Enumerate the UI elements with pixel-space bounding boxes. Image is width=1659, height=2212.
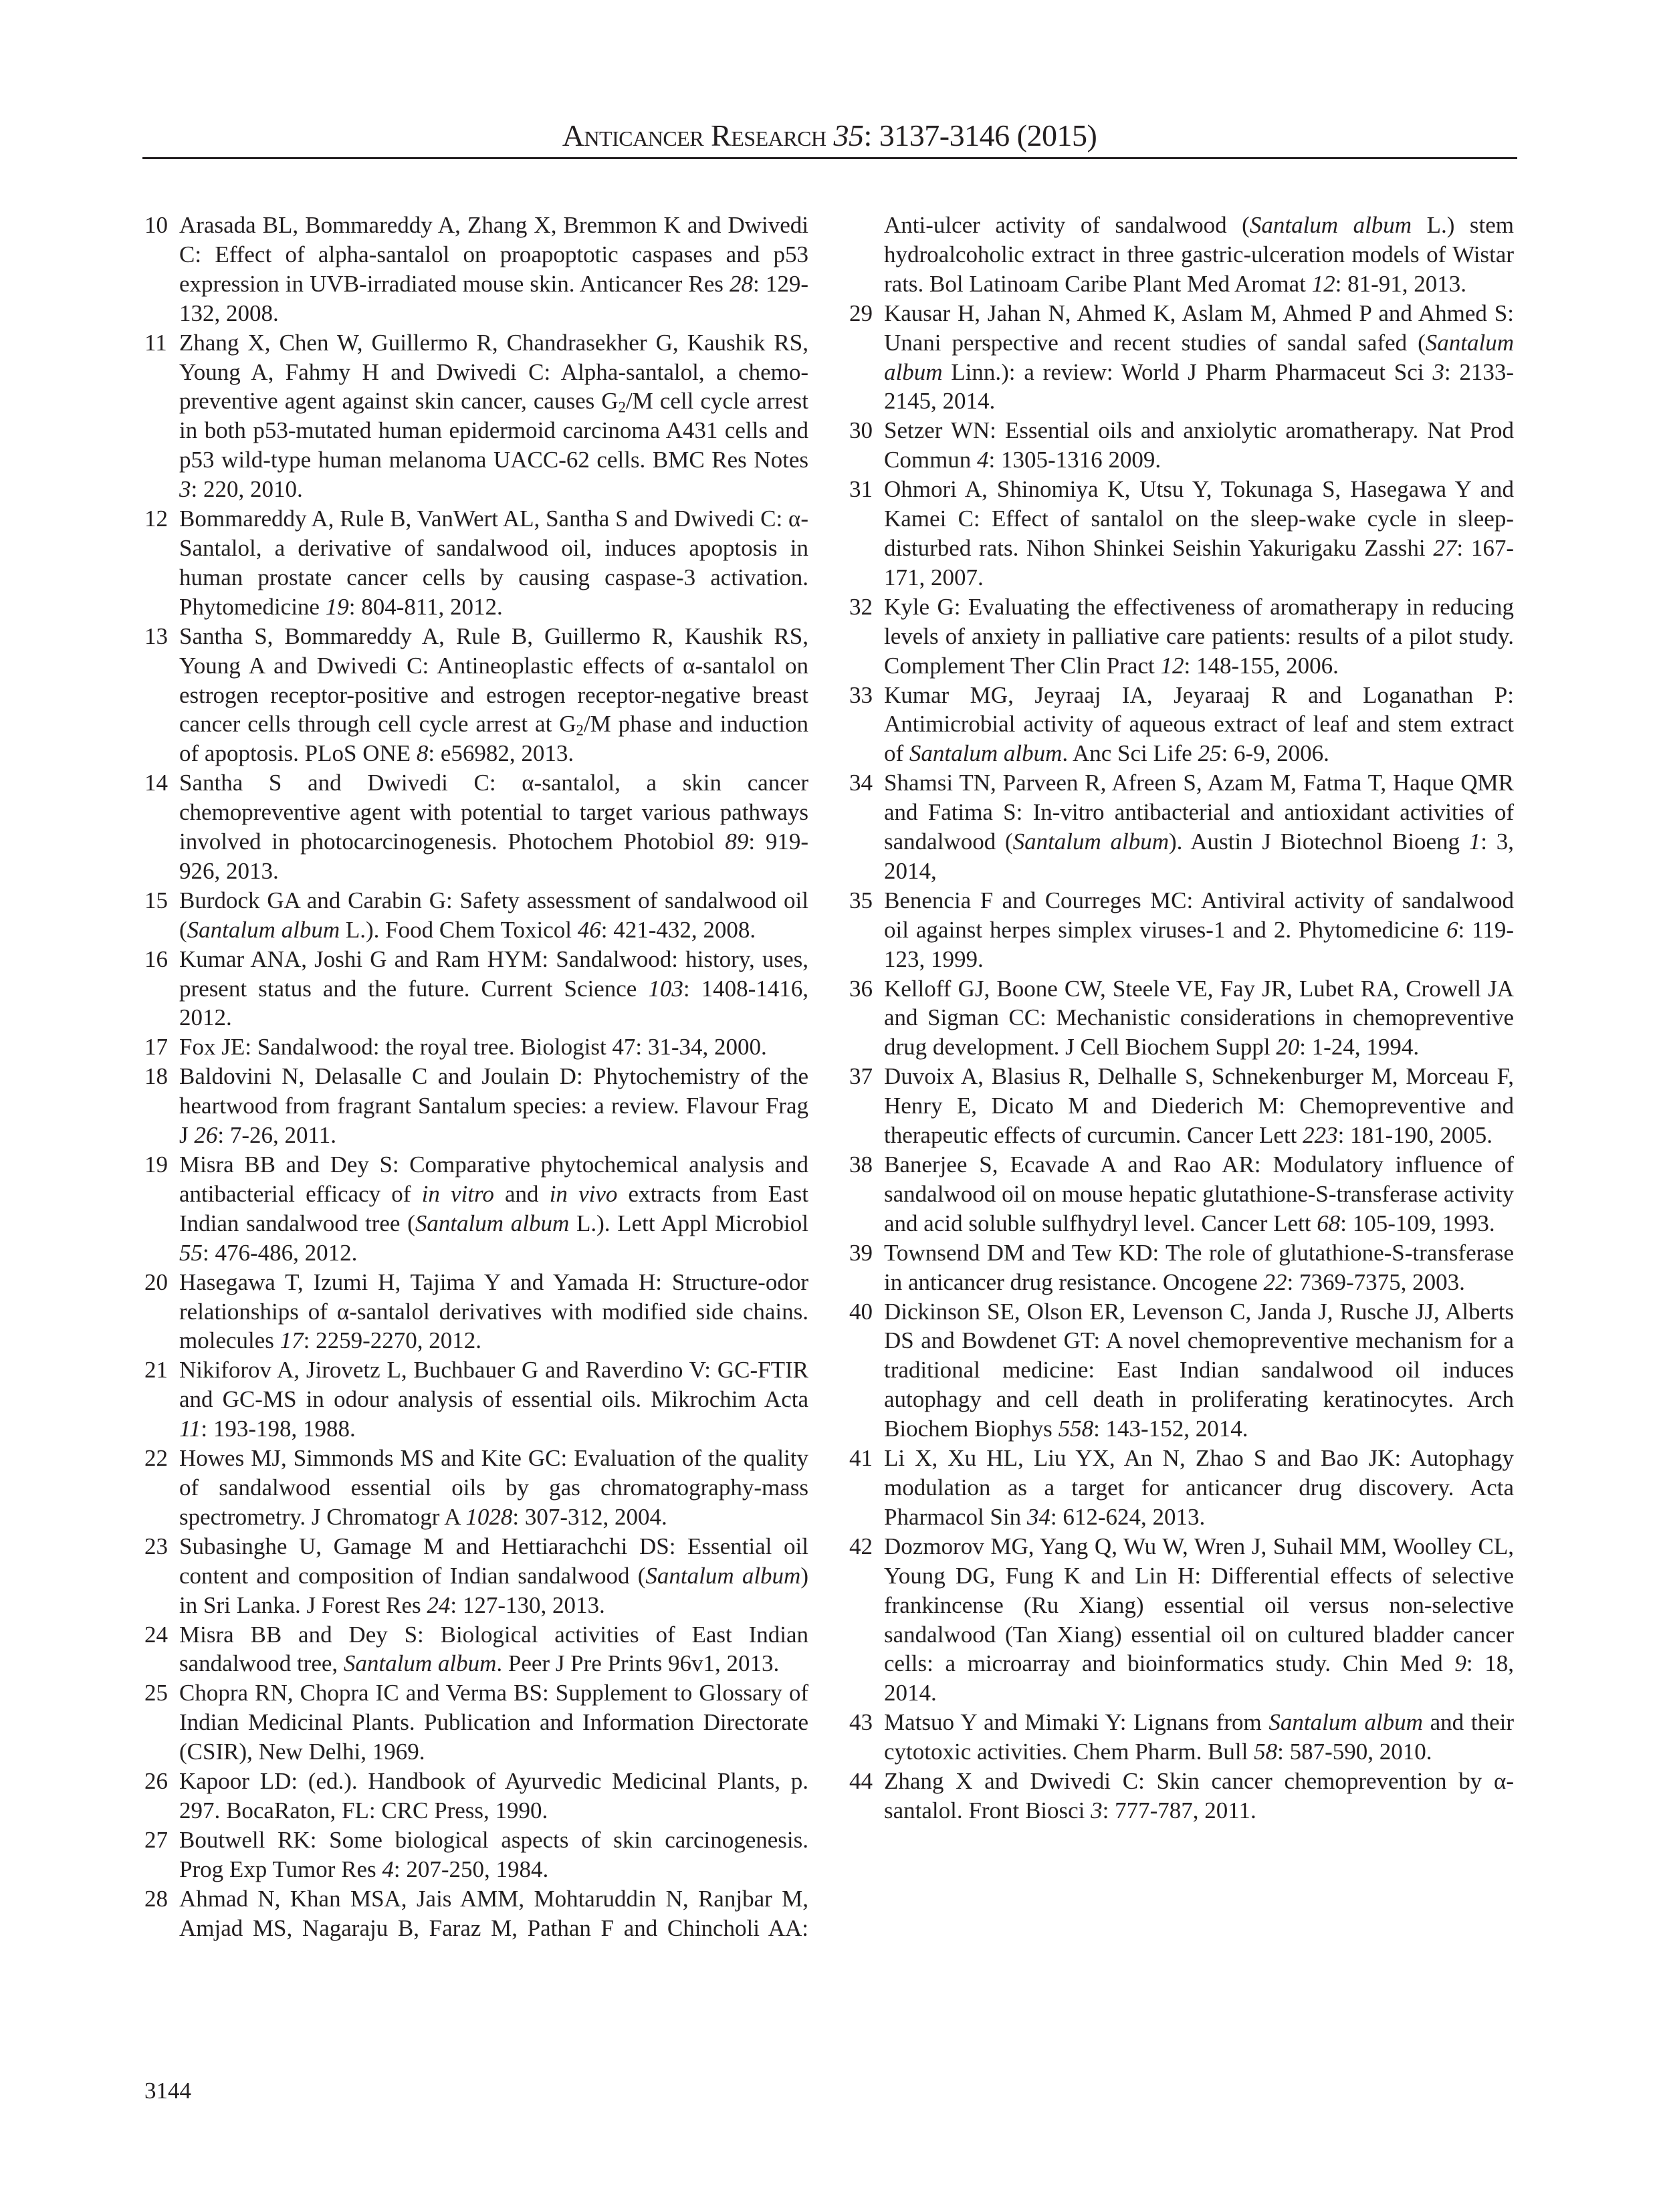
references-left-column: [144, 211, 808, 1943]
reference-text: L.). Lett Appl Microbiol: [569, 1210, 808, 1236]
reference-italic: 68: [1317, 1210, 1341, 1236]
reference-italic: 46: [577, 916, 601, 943]
reference-item: [144, 945, 808, 1033]
reference-text: : 1408-1416, 2012.: [179, 975, 808, 1031]
reference-number: 29: [849, 300, 873, 326]
reference-text: Banerjee S, Ecavade A and Rao AR: Modulatory influence of sandalwood oil on mouse hepatic glutathione-S-transferase activity and acid soluble sulfhydryl level. Cancer Lett: [884, 1151, 1514, 1236]
reference-text: Subasinghe U, Gamage M and Hettiarachchi DS: Essential oil content and composition of Indian sandalwood (: [179, 1533, 808, 1589]
reference-number: 13: [144, 623, 168, 649]
reference-italic: 6: [1446, 916, 1458, 943]
reference-text: . Anc Sci Life: [1062, 740, 1198, 767]
reference-text: : 7-26, 2011.: [217, 1122, 336, 1149]
reference-item: [849, 681, 1514, 769]
reference-text: : 421-432, 2008.: [600, 916, 756, 943]
reference-italic: Santalum album: [187, 916, 340, 943]
reference-number: 14: [144, 770, 168, 796]
reference-item: [144, 1884, 808, 1943]
reference-number: 23: [144, 1533, 168, 1559]
reference-number: 24: [144, 1621, 168, 1648]
reference-text: : 193-198, 1988.: [201, 1416, 356, 1442]
reference-number: 28: [144, 1885, 168, 1912]
reference-text: : 129-132, 2008.: [179, 270, 808, 326]
reference-number: 40: [849, 1298, 873, 1325]
references-right-column: [849, 211, 1514, 1826]
reference-number: 19: [144, 1151, 168, 1178]
reference-text: Chopra RN, Chopra IC and Verma BS: Supplement to Glossary of Indian Medicinal Plants. Publication and Information Directorate (CSIR), New Delhi, 1969.: [179, 1680, 808, 1765]
reference-italic: 9: [1454, 1650, 1466, 1677]
reference-text: Dozmorov MG, Yang Q, Wu W, Wren J, Suhail MM, Woolley CL, Young DG, Fung K and Lin H: Differential effects of selective frankincense (Ru Xiang) essential oil versus non-selective sandalwood (Tan Xiang) essential oil on cultured bladder cancer cells: a microarray and bioinformatics study. Chin Med: [884, 1533, 1514, 1677]
reference-item: [849, 1444, 1514, 1532]
reference-text: : 167-171, 2007.: [884, 534, 1514, 590]
reference-text: Boutwell RK: Some biological aspects of skin carcinogenesis. Prog Exp Tumor Res: [179, 1826, 808, 1882]
reference-text: Shamsi TN, Parveen R, Afreen S, Azam M, Fatma T, Haque QMR and Fatima S: In-vitro antibacterial and antioxidant activities of sandalwood (: [884, 770, 1514, 855]
reference-text: : 804-811, 2012.: [348, 593, 503, 620]
reference-item: [849, 1238, 1514, 1297]
reference-text: : 587-590, 2010.: [1277, 1739, 1432, 1765]
reference-italic: 25: [1198, 740, 1222, 767]
reference-italic: in vitro: [421, 1180, 494, 1207]
reference-italic: 558: [1058, 1416, 1094, 1442]
reference-text: Howes MJ, Simmonds MS and Kite GC: Evaluation of the quality of sandalwood essential oils by gas chromatography-mass spectrometry. J Chromatogr A: [179, 1445, 808, 1530]
reference-item: [849, 768, 1514, 886]
reference-text: Townsend DM and Tew KD: The role of glutathione-S-transferase in anticancer drug resistance. Oncogene: [884, 1239, 1514, 1295]
reference-number: 34: [849, 770, 873, 796]
reference-italic: 4: [977, 447, 989, 473]
reference-number: 31: [849, 476, 873, 503]
reference-text: Linn.): a review: World J Pharm Pharmaceut Sci: [942, 358, 1433, 385]
reference-text: : 777-787, 2011.: [1102, 1797, 1256, 1823]
reference-continuation: [849, 211, 1514, 299]
reference-number: 42: [849, 1533, 873, 1559]
reference-text: Zhang X, Chen W, Guillermo R, Chandrasekher G, Kaushik RS, Young A, Fahmy H and Dwivedi C: Alpha-santalol, a chemo-preventive agent against skin cancer, causes G: [179, 329, 808, 415]
reference-number: 33: [849, 681, 873, 708]
reference-item: [849, 1297, 1514, 1444]
reference-text: Nikiforov A, Jirovetz L, Buchbauer G and Raverdino V: GC-FTIR and GC-MS in odour analysis of essential oils. Mikrochim Acta: [179, 1357, 808, 1413]
reference-item: [849, 886, 1514, 974]
reference-italic: 24: [427, 1591, 451, 1618]
reference-italic: 3: [1432, 358, 1444, 385]
reference-subscript: 2: [576, 722, 584, 740]
reference-text: Bommareddy A, Rule B, VanWert AL, Santha S and Dwivedi C: α-Santalol, a derivative of sandalwood oil, induces apoptosis in human prostate cancer cells by causing caspase-3 activation. Phytomedicine: [179, 506, 808, 620]
reference-item: [144, 1532, 808, 1620]
reference-item: [144, 886, 808, 945]
page-number: 3144: [144, 2078, 191, 2104]
reference-italic: 89: [725, 828, 749, 855]
reference-text: : 148-155, 2006.: [1184, 652, 1339, 679]
reference-number: 10: [144, 212, 168, 238]
reference-text: : 81-91, 2013.: [1335, 270, 1466, 297]
reference-text: /M phase and induction of apoptosis. PLoS ONE: [179, 711, 808, 767]
reference-text: : 1-24, 1994.: [1299, 1034, 1420, 1061]
reference-italic: 1: [1468, 828, 1481, 855]
journal-volume: 35: [833, 118, 864, 152]
reference-text: extracts from East Indian sandalwood tree (: [179, 1180, 808, 1236]
reference-number: 27: [144, 1826, 168, 1853]
reference-italic: 8: [416, 740, 429, 767]
reference-item: [849, 974, 1514, 1063]
reference-item: [144, 328, 808, 504]
reference-text: . Peer J Pre Prints 96v1, 2013.: [496, 1650, 780, 1677]
reference-item: [144, 1062, 808, 1150]
reference-item: [144, 768, 808, 886]
reference-italic: 12: [1311, 270, 1335, 297]
reference-text: Anti-ulcer activity of sandalwood (: [884, 212, 1250, 238]
reference-number: 18: [144, 1063, 168, 1090]
reference-text: L.). Food Chem Toxicol: [340, 916, 578, 943]
reference-text: Kumar ANA, Joshi G and Ram HYM: Sandalwood: history, uses, present status and the future. Current Science: [179, 946, 808, 1002]
reference-italic: 12: [1160, 652, 1184, 679]
reference-number: 25: [144, 1680, 168, 1706]
reference-text: Benencia F and Courreges MC: Antiviral activity of sandalwood oil against herpes simplex viruses-1 and 2. Phytomedicine: [884, 887, 1514, 943]
running-head: [0, 118, 1659, 154]
reference-item: [144, 1150, 808, 1268]
reference-text: : 119-123, 1999.: [884, 916, 1514, 972]
reference-text: ) in Sri Lanka. J Forest Res: [179, 1562, 808, 1618]
reference-text: /M cell cycle arrest in both p53-mutated human epidermoid carcinoma A431 cells and p53 wild-type human melanoma UACC-62 cells. BMC Res Notes: [179, 388, 809, 473]
reference-italic: 20: [1276, 1034, 1300, 1061]
reference-text: Li X, Xu HL, Liu YX, An N, Zhao S and Bao JK: Autophagy modulation as a target for anticancer drug discovery. Acta Pharmacol Sin: [884, 1445, 1514, 1530]
reference-text: Setzer WN: Essential oils and anxiolytic aromatherapy. Nat Prod Commun: [884, 417, 1514, 473]
reference-italic: Santalum album: [1268, 1709, 1423, 1736]
reference-item: [144, 211, 808, 328]
reference-text: : 2259-2270, 2012.: [303, 1327, 482, 1354]
reference-item: [849, 1062, 1514, 1150]
reference-number: 38: [849, 1151, 873, 1178]
reference-text: Arasada BL, Bommareddy A, Zhang X, Bremmon K and Dwivedi C: Effect of alpha-santalol on proapoptotic caspases and p53 expression in UVB-irradiated mouse skin. Anticancer Res: [179, 212, 808, 297]
reference-text: Misra BB and Dey S: Biological activities of East Indian sandalwood tree,: [179, 1621, 808, 1677]
reference-number: 41: [849, 1445, 873, 1472]
reference-italic: 27: [1433, 534, 1457, 561]
reference-item: [849, 416, 1514, 475]
reference-text: Dickinson SE, Olson ER, Levenson C, Janda J, Rusche JJ, Alberts DS and Bowdenet GT: A novel chemopreventive mechanism for a traditional medicine: East Indian sandalwood oil induces autophagy and cell death in proliferating keratinocytes. Arch Biochem Biophys: [884, 1298, 1514, 1442]
journal-pages: : 3137-3146 (2015): [863, 118, 1097, 152]
reference-text: : 7369-7375, 2003.: [1287, 1268, 1465, 1295]
reference-italic: 22: [1263, 1268, 1287, 1295]
reference-italic: 3: [179, 476, 191, 503]
reference-item: [144, 1355, 808, 1444]
reference-item: [144, 1620, 808, 1679]
reference-text: Duvoix A, Blasius R, Delhalle S, Schnekenburger M, Morceau F, Henry E, Dicato M and Diederich M: Chemopreventive and therapeutic effects of curcumin. Cancer Lett: [884, 1063, 1514, 1149]
reference-text: : 1305-1316 2009.: [988, 447, 1162, 473]
reference-text: and their cytotoxic activities. Chem Pharm. Bull: [884, 1709, 1514, 1765]
reference-number: 32: [849, 593, 873, 620]
reference-text: : 127-130, 2013.: [450, 1591, 605, 1618]
reference-number: 17: [144, 1034, 168, 1061]
reference-italic: 223: [1303, 1122, 1338, 1149]
reference-italic: 19: [325, 593, 349, 620]
reference-text: : 3, 2014,: [884, 828, 1514, 884]
reference-italic: 17: [280, 1327, 304, 1354]
reference-number: 20: [144, 1268, 168, 1295]
reference-italic: 11: [179, 1416, 201, 1442]
reference-text: : 919-926, 2013.: [179, 828, 808, 884]
reference-item: [144, 1032, 808, 1062]
reference-text: : 143-152, 2014.: [1093, 1416, 1248, 1442]
reference-text: Misra BB and Dey S: Comparative phytochemical analysis and antibacterial efficacy of: [179, 1151, 808, 1207]
reference-italic: Santalum album: [415, 1210, 570, 1236]
reference-text: : 307-312, 2004.: [512, 1503, 667, 1530]
reference-text: : e56982, 2013.: [428, 740, 574, 767]
reference-italic: Santalum album: [343, 1650, 497, 1677]
reference-number: 22: [144, 1445, 168, 1472]
reference-text: Burdock GA and Carabin G: Safety assessment of sandalwood oil (: [179, 887, 808, 943]
reference-number: 21: [144, 1357, 168, 1384]
reference-text: : 105-109, 1993.: [1340, 1210, 1495, 1236]
reference-item: [144, 504, 808, 622]
reference-item: [144, 1767, 808, 1826]
reference-text: Hasegawa T, Izumi H, Tajima Y and Yamada H: Structure-odor relationships of α-santalol derivatives with modified side chains. molecules: [179, 1268, 808, 1354]
reference-italic: in vivo: [549, 1180, 618, 1207]
reference-text: Matsuo Y and Mimaki Y: Lignans from: [884, 1709, 1269, 1736]
reference-number: 44: [849, 1768, 873, 1795]
reference-text: Ohmori A, Shinomiya K, Utsu Y, Tokunaga S, Hasegawa Y and Kamei C: Effect of santalol on the sleep-wake cycle in sleep-disturbed rats. Nihon Shinkei Seishin Yakurigaku Zasshi: [884, 476, 1514, 561]
reference-italic: 26: [194, 1122, 218, 1149]
reference-number: 35: [849, 887, 873, 913]
reference-item: [144, 622, 808, 769]
reference-text: : 6-9, 2006.: [1221, 740, 1329, 767]
reference-item: [849, 592, 1514, 681]
reference-number: 26: [144, 1768, 168, 1795]
reference-italic: Santalum album: [909, 740, 1063, 767]
reference-italic: 28: [729, 270, 753, 297]
reference-italic: 3: [1091, 1797, 1103, 1823]
reference-italic: 55: [179, 1239, 203, 1266]
journal-name: Anticancer Research: [562, 118, 826, 152]
reference-text: : 220, 2010.: [191, 476, 303, 503]
reference-number: 12: [144, 506, 168, 532]
reference-text: Kelloff GJ, Boone CW, Steele VE, Fay JR, Lubet RA, Crowell JA and Sigman CC: Mechanistic considerations in chemopreventive drug development. J Cell Biochem Suppl: [884, 975, 1514, 1061]
reference-text: Fox JE: Sandalwood: the royal tree. Biologist 47: 31-34, 2000.: [179, 1034, 767, 1061]
reference-item: [144, 1826, 808, 1884]
reference-text: Zhang X and Dwivedi C: Skin cancer chemoprevention by α-santalol. Front Biosci: [884, 1768, 1514, 1823]
reference-italic: Santalum album: [1249, 212, 1412, 238]
reference-text: and: [493, 1180, 550, 1207]
reference-text: Kapoor LD: (ed.). Handbook of Ayurvedic Medicinal Plants, p. 297. BocaRaton, FL: CRC Press, 1990.: [179, 1768, 808, 1823]
header-rule: [142, 157, 1517, 159]
reference-text: : 476-486, 2012.: [203, 1239, 358, 1266]
reference-text: : 612-624, 2013.: [1050, 1503, 1206, 1530]
reference-item: [849, 1708, 1514, 1767]
reference-number: 11: [144, 329, 167, 356]
reference-item: [849, 299, 1514, 417]
reference-number: 16: [144, 946, 168, 972]
reference-text: Ahmad N, Khan MSA, Jais AMM, Mohtaruddin N, Ranjbar M, Amjad MS, Nagaraju B, Faraz M, Pathan F and Chincholi AA:: [179, 1885, 808, 1941]
reference-text: : 2133-2145, 2014.: [884, 358, 1514, 415]
reference-item: [849, 475, 1514, 592]
reference-subscript: 2: [618, 399, 626, 417]
reference-number: 43: [849, 1709, 873, 1736]
reference-italic: Santalum album: [645, 1562, 801, 1589]
reference-text: Santha S, Bommareddy A, Rule B, Guillermo R, Kaushik RS, Young A and Dwivedi C: Antineoplastic effects of α-santalol on estrogen receptor-positive and estrogen receptor-negative breast cancer cells through cell cycle arrest at G: [179, 623, 808, 738]
reference-item: [144, 1268, 808, 1356]
reference-text: L.) stem hydroalcoholic extract in three gastric-ulceration models of Wistar rats. Bol Latinoam Caribe Plant Med Aromat: [884, 212, 1515, 297]
reference-number: 37: [849, 1063, 873, 1090]
reference-item: [849, 1767, 1514, 1826]
reference-italic: 103: [648, 975, 683, 1002]
reference-italic: Santalum album: [1012, 828, 1170, 855]
reference-number: 15: [144, 887, 168, 913]
reference-item: [144, 1444, 808, 1532]
reference-italic: Santalum album: [884, 329, 1514, 385]
reference-item: [144, 1678, 808, 1767]
reference-text: Santha S and Dwivedi C: α-santalol, a skin cancer chemopreventive agent with potential to target various pathways involved in photocarcinogenesis. Photochem Photobiol: [179, 770, 808, 855]
reference-number: 39: [849, 1239, 873, 1266]
reference-text: Kausar H, Jahan N, Ahmed K, Aslam M, Ahmed P and Ahmed S: Unani perspective and recent studies of sandal safed (: [884, 300, 1514, 356]
reference-italic: 34: [1026, 1503, 1050, 1530]
reference-text: Baldovini N, Delasalle C and Joulain D: Phytochemistry of the heartwood from fragrant Santalum species: a review. Flavour Frag J: [179, 1063, 808, 1149]
reference-item: [849, 1532, 1514, 1708]
reference-text: : 181-190, 2005.: [1337, 1122, 1493, 1149]
reference-number: 30: [849, 417, 873, 444]
reference-italic: 4: [382, 1856, 394, 1882]
reference-italic: 1028: [465, 1503, 513, 1530]
reference-text: Kyle G: Evaluating the effectiveness of aromatherapy in reducing levels of anxiety in palliative care patients: results of a pilot study. Complement Ther Clin Pract: [884, 593, 1514, 679]
reference-italic: 58: [1254, 1739, 1278, 1765]
reference-item: [849, 1150, 1514, 1238]
reference-text: Kumar MG, Jeyraaj IA, Jeyaraaj R and Loganathan P: Antimicrobial activity of aqueous extract of leaf and stem extract of: [884, 681, 1514, 767]
reference-text: ). Austin J Biotechnol Bioeng: [1169, 828, 1469, 855]
reference-text: : 207-250, 1984.: [393, 1856, 549, 1882]
reference-text: : 18, 2014.: [884, 1650, 1514, 1706]
reference-number: 36: [849, 975, 873, 1002]
